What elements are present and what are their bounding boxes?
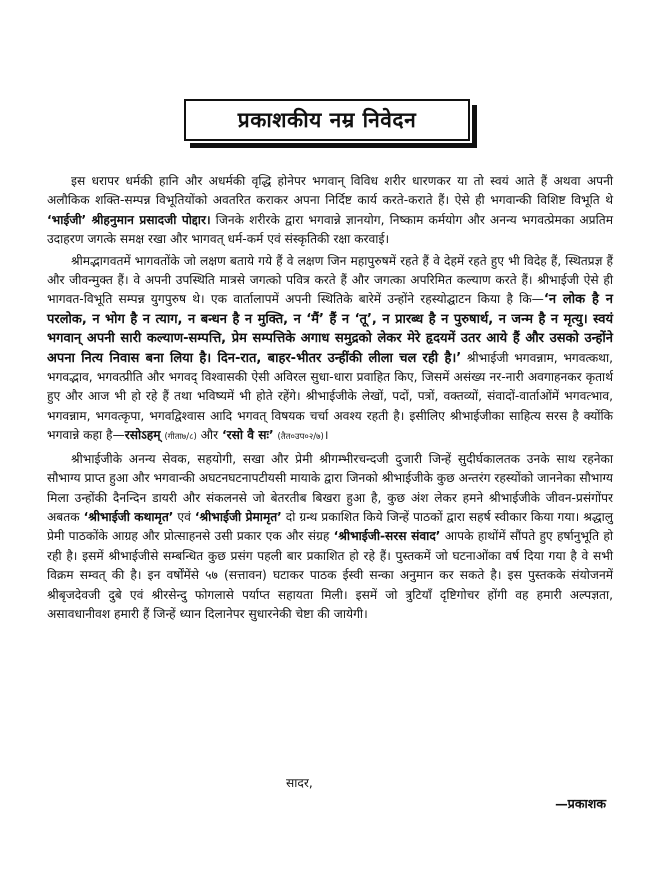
reference-text: (गीता७/८) — [164, 432, 197, 443]
paragraph-1 — [47, 172, 613, 250]
body-text — [47, 172, 613, 626]
paragraph-text: । — [323, 428, 329, 443]
bold-text: रसोऽहम् — [124, 428, 161, 443]
paragraph-text: जिनके शरीरके द्वारा भगवान्ने ज्ञानयोग, निष्काम कर्मयोग और अनन्य भगवत्प्रेमका अप्रतिम उदाहरण जगत्के समक्ष रखा और भागवत् धर्म-कर्म एवं संस्कृतिकी रक्षा करवाई। — [47, 212, 613, 247]
paragraph-text: श्रीमद्भागवतमें भागवतोंके जो लक्षण बताये गये हैं वे लक्षण जिन महापुरुषमें रहते हैं वे देहमें रहते हुए भी विदेह हैं, स्थितप्रज्ञ हैं और जीवन्मुक्त हैं। वे अपनी उपस्थिति मात्रसे जगत्को पवित्र करते हैं और जगत्का अपरिमित कल्याण करते हैं। श्रीभाईजी ऐसे ही भागवत-विभूति सम्पन्न युगपुरुष थे। एक वार्तालापमें अपनी स्थितिके बारेमें उन्होंने रहस्योद्घाटन किया है कि— — [47, 253, 613, 307]
reference-text: (तैत०उप०२/७) — [277, 432, 324, 443]
paragraph-text: आपके हाथोंमें सौंपते हुए हर्षानुभूति हो रही है। इसमें श्रीभाईजीसे सम्बन्धित कुछ प्रसंग पहली बार प्रकाशित हो रहे हैं। पुस्तकमें जो घटनाओंका वर्ष दिया गया है वे सभी विक्रम सम्वत् की है। इन वर्षोंमेंसे ५७ (सत्तावन) घटाकर पाठक ईस्वी सन्का अनुमान कर सकते है। इस पुस्तकके संयोजनमें श्रीबृजदेवजी दुबे एवं श्रीरसेन्दु फोगलासे पर्याप्त सहायता मिली। इसमें जो त्रुटियाँ दृष्टिगोचर होंगी वह हमारी अल्पज्ञता, असावधानीवश हमारी हैं जिन्हें ध्यान दिलानेपर सुधारनेकी चेष्टा की जायेगी। — [47, 529, 613, 621]
paragraph-text: एवं — [173, 509, 195, 524]
paragraph-3 — [47, 450, 613, 625]
closing-text: सादर, — [286, 776, 313, 790]
title-frame — [184, 99, 474, 143]
bold-text: ‘रसो वै सः’ — [222, 428, 274, 443]
publisher-signature: —प्रकाशक — [555, 796, 606, 811]
page-title: प्रकाशकीय नम्र निवेदन — [184, 99, 470, 141]
paragraph-2 — [47, 252, 613, 448]
paragraph-text: श्रीभाईजीके अनन्य सेवक, सहयोगी, सखा और प्रेमी श्रीगम्भीरचन्दजी दुजारी जिन्हें सुदीर्घकालतक उनके साथ रहनेका सौभाग्य प्राप्त हुआ और भगवान्की अघटनघटनापटीयसी मायाके द्वारा जिनको श्रीभाईजीके कुछ अन्तरंग रहस्योंको जाननेका सौभाग्य मिला उन्होंकी दैनन्दिन डायरी और संकलनसे जो बेतरतीब बिखरा हुआ है, कुछ अंश लेकर हमने श्रीभाईजीके जीवन-प्रसंगोंपर अबतक — [47, 451, 613, 524]
bold-text: ‘श्रीभाईजी-सरस संवाद’ — [333, 529, 441, 544]
paragraph-text: और — [196, 428, 223, 443]
paragraph-text: दो ग्रन्थ प्रकाशित किये जिन्हें पाठकों द्वारा सहर्ष स्वीकार किया गया। श्रद्धालु प्रेमी पाठकोंके आग्रह और प्रोत्साहनसे उसी प्रकार एक और संग्रह — [47, 509, 614, 544]
paragraph-text: इस धरापर धर्मकी हानि और अधर्मकी वृद्धि होनेपर भगवान् विविध शरीर धारणकर या तो स्वयं आते हैं अथवा अपनी अलौकिक शक्ति-सम्पन्न विभूतियोंको अवतरित कराकर अपना निर्दिष्ट कार्य करते-कराते हैं। ऐसे ही भगवान्की विशिष्ट विभूति थे — [47, 174, 613, 208]
bold-text: ‘श्रीभाईजी प्रेमामृत’ — [194, 509, 282, 524]
bold-text: ‘न लोक है न परलोक, न भोग है न त्याग, न बन्धन है न मुक्ति, न ‘मैं’ हैं न ‘तू’, न प्रारब्ध है न पुरुषार्थ, न जन्म है न मृत्यु। स्वयं भगवान् अपनी सारी कल्याण-सम्पत्ति, प्रेम सम्पत्तिके अगाध समुद्रको लेकर मेरे हृदयमें उतर आये हैं और उसको उन्होंने अपना नित्य निवास बना लिया है। दिन-रात, बाहर-भीतर उन्हींकी लीला चल रही है।’ — [47, 292, 614, 366]
paragraph-text: श्रीभाईजी भगवन्नाम, भगवत्कथा, भगवद्भाव, भगवत्प्रीति और भगवद् विश्वासकी ऐसी अविरल सुधा-धारा प्रवाहित किए, जिसमें असंख्य नर-नारी अवगाहनकर कृतार्थ हुए और आज भी हो रहे हैं तथा भविष्यमें भी होते रहेंगे। श्रीभाईजीके लेखों, पदों, पत्रों, वक्तव्यों, संवादों-वार्ताओंमें भगवत्भाव, भगवन्नाम, भगवत्कृपा, भगवद्विश्वास आदि भगवत् विषयक चर्चा अवश्य रहती है। इसीलिए श्रीभाईजीका साहित्य सरस है क्योंकि भगवान्ने कहा है— — [47, 350, 613, 443]
bold-text: ‘श्रीभाईजी कथामृत’ — [83, 509, 174, 524]
bold-text: ‘भाईजी’ श्रीहनुमान प्रसादजी पोद्दार। — [47, 212, 211, 227]
